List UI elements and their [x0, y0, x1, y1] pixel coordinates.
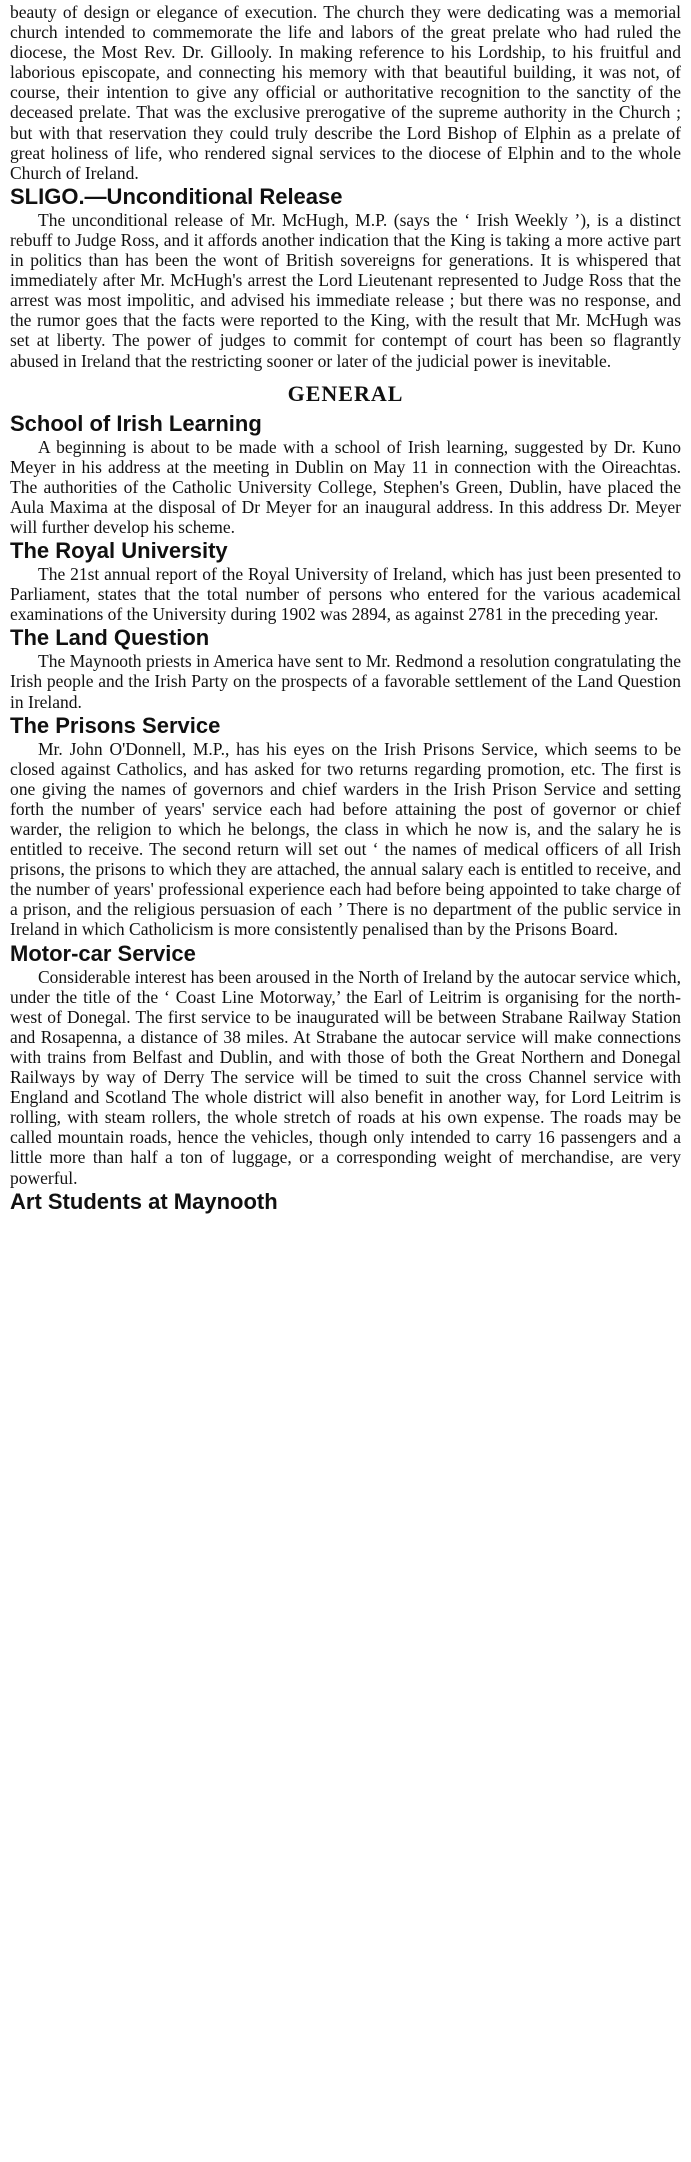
sligo-heading: SLIGO.—Unconditional Release [10, 183, 343, 209]
article-heading-irish-learning: School of Irish Learning [10, 410, 262, 436]
article-heading-motor-car: Motor-car Service [10, 940, 196, 966]
sligo-body: The unconditional release of Mr. McHugh, M.P. (says the ‘ Irish Weekly ’), is a distinct rebuff to Judge Ross, and it affords another indication that the King is taking a more active part in politics than has been the wont of British sovereigns for generations. It is whispered that immediately after Mr. McHugh's arrest the Lord Lieutenant represented to Judge Ross that the arrest was most impolitic, and advised his immediate release ; but there was no response, and the rumor goes that the facts were reported to the King, with the result that Mr. McHugh was set at liberty. The power of judges to commit for contempt of court has been so flagrantly abused in Ireland that the restricting sooner or later of the judicial power is inevitable. [10, 209, 681, 371]
article-body-land-question: The Maynooth priests in America have sent to Mr. Redmond a resolution congratulating the Irish people and the Irish Party on the prospects of a favorable settlement of the Land Question in Ireland. [10, 651, 681, 712]
article-body-prisons-service: Mr. John O'Donnell, M.P., has his eyes on the Irish Prisons Service, which seems to be closed against Catholics, and has asked for two returns regarding promotion, etc. The first is one giving the names of governors and chief warders in the Irish Prison Service and setting forth the number of years' service each had before attaining the post of governor or chief warder, the religion to which he belongs, the class in which he now is, and the salary he is entitled to receive. The second return will set out ‘ the names of medical officers of all Irish prisons, the prisons to which they are attached, the annual salary each is entitled to receive, and the number of years' professional experience each had before being appointed to take charge of a prison, and the religious persuasion of each ’ There is no department of the public service in Ireland in which Catholicism is more consistently penalised than by the Prisons Board. [10, 738, 681, 940]
article-body-motor-car: Considerable interest has been aroused in the North of Ireland by the autocar service which, under the title of the ‘ Coast Line Motorway,’ the Earl of Leitrim is organising for the north-west of Donegal. The first service to be inaugurated will be between Strabane Railway Station and Rosapenna, a distance of 38 miles. At Strabane the autocar service will make connections with trains from Belfast and Dublin, and with those of both the Great Northern and Donegal Railways by way of Derry The service will be timed to suit the cross Channel service with England and Scotland The whole district will also benefit in another way, for Lord Leitrim is rolling, with steam rollers, the whole stretch of roads at his own expense. The roads may be called mountain roads, hence the vehicles, though only intended to carry 16 passengers and a little more than half a ton of luggage, or a corresponding weight of merchandise, are very powerful. [10, 966, 681, 1188]
article-body-irish-learning: A beginning is about to be made with a school of Irish learning, suggested by Dr. Kuno Meyer in his address at the meeting in Dublin on May 11 in connection with the Oireachtas. The authorities of the Catholic University College, Stephen's Green, Dublin, have placed the Aula Maxima at the disposal of Dr Meyer for an inaugural address. In this address Dr. Meyer will further develop his scheme. [10, 436, 681, 537]
article-body-royal-university: The 21st annual report of the Royal University of Ireland, which has just been presented to Parliament, states that the total number of persons who entered for the various academical examinations of the University during 1902 was 2894, as against 2781 in the preceding year. [10, 564, 681, 625]
article-heading-prisons-service: The Prisons Service [10, 712, 221, 738]
intro-paragraph: beauty of design or elegance of execution. The church they were dedicating was a memorial church intended to commemorate the life and labors of the great prelate who had ruled the diocese, the Most Rev. Dr. Gillooly. In making reference to his Lordship, to his fruitful and laborious episcopate, and connecting his memory with that beautiful building, it was not, of course, their intention to give any official or authoritative recognition to the sanctity of the deceased prelate. That was the exclusive prerogative of the supreme authority in the Church ; but with that reservation they could truly describe the Lord Bishop of Elphin as a prelate of great holiness of life, who rendered signal services to the diocese of Elphin and to the whole Church of Ireland. [10, 2, 681, 183]
article-heading-art-students: Art Students at Maynooth [10, 1188, 278, 1214]
article-heading-royal-university: The Royal University [10, 538, 228, 564]
article-heading-land-question: The Land Question [10, 625, 210, 651]
general-section-title: GENERAL [287, 380, 404, 406]
